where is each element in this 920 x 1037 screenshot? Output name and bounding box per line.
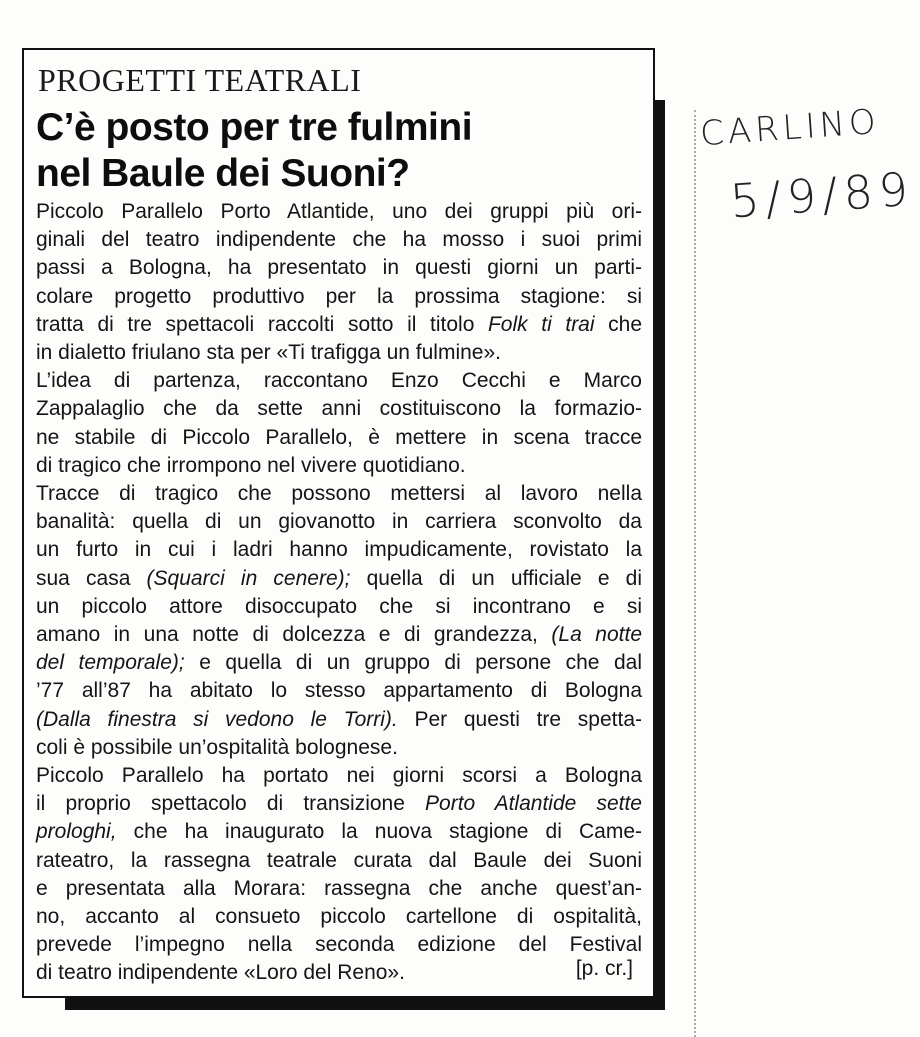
text-line [36,931,642,959]
handwritten-date: 5/9/89 [728,161,916,229]
headline-line: nel Baule dei Suoni? [36,152,410,195]
article-body [36,198,642,988]
text-segment: di tragico che irrompono nel vivere quotidiano. [36,453,466,477]
text-line [36,677,642,705]
handwritten-source: CARLINO [698,101,881,155]
text-line [36,959,642,987]
text-segment: rateatro, la rassegna teatrale curata dal Baule dei Suoni [36,848,642,872]
text-segment: prevede l’impegno nella seconda edizione del Festival [36,933,642,957]
text-segment: L’idea di partenza, raccontano Enzo Cecchi e Marco [36,369,642,393]
text-line [36,565,642,593]
article-box [22,48,655,998]
text-segment: in dialetto friulano sta per «Ti trafigga un fulmine». [36,341,501,365]
italic-title: (Squarci in cenere); [146,566,351,590]
text-line [36,367,642,395]
italic-title: Folk ti trai [487,312,595,336]
text-line [36,452,642,480]
author-signature: [p. cr.] [575,957,633,980]
text-line [36,734,642,762]
text-segment: Per questi tre spetta- [397,707,642,731]
text-line [36,706,642,734]
text-segment: quella di un ufficiale e di [350,566,643,590]
text-line [36,508,642,536]
text-segment: Tracce di tragico che possono mettersi al lavoro nella [36,482,642,506]
text-segment: coli è possibile un’ospitalità bolognese. [36,735,398,759]
text-line [36,395,642,423]
text-segment: Zappalaglio che da sette anni costituiscono la formazio- [36,397,642,421]
text-line [36,847,642,875]
headline-line: C’è posto per tre fulmini [36,106,473,149]
text-line [36,226,642,254]
text-segment: Piccolo Parallelo ha portato nei giorni scorsi a Bologna [36,764,642,788]
text-line [36,621,642,649]
text-line [36,536,642,564]
text-line [36,593,642,621]
text-segment: ginali del teatro indipendente che ha mosso i suoi primi [36,228,642,252]
text-line [36,311,642,339]
text-line [36,480,642,508]
text-segment: che ha inaugurato la nuova stagione di Came- [116,820,642,844]
text-line [36,790,642,818]
text-segment: ’77 all’87 ha abitato lo stesso appartamento di Bologna [36,679,642,703]
text-line [36,339,642,367]
text-segment: banalità: quella di un giovanotto in carriera sconvolto da [36,510,642,534]
article-headline [36,105,472,197]
text-line [36,283,642,311]
italic-title: (La notte [551,623,642,647]
article-kicker: PROGETTI TEATRALI [38,62,362,98]
text-segment: passi a Bologna, ha presentato in questi giorni un parti- [36,256,642,280]
text-segment: di teatro indipendente «Loro del Reno». [36,961,405,985]
text-segment: un furto in cui i ladri hanno impudicamente, rovistato la [36,538,642,562]
text-line [36,424,642,452]
text-segment: e quella di un gruppo di persone che dal [184,651,642,675]
text-segment: ne stabile di Piccolo Parallelo, è mettere in scena tracce [36,425,642,449]
text-line [36,198,642,226]
text-line [36,762,642,790]
text-segment: tratta di tre spettacoli raccolti sotto il titolo [36,312,488,336]
text-segment: no, accanto al consueto piccolo cartellone di ospitalità, [36,905,642,929]
text-segment: che [594,312,643,336]
text-segment: colare progetto produttivo per la prossima stagione: si [36,284,642,308]
page-edge [694,110,696,1037]
italic-title: (Dalla finestra si vedono le Torri). [36,707,398,731]
text-line [36,649,642,677]
text-segment: il proprio spettacolo di transizione [36,792,426,816]
text-segment: sua casa [36,566,147,590]
italic-title: Porto Atlantide sette [425,792,642,816]
text-segment: e presentata alla Morara: rassegna che anche quest’an- [36,876,642,900]
text-segment: Piccolo Parallelo Porto Atlantide, uno dei gruppi più ori- [36,200,642,223]
text-line [36,818,642,846]
italic-title: prologhi, [36,820,117,844]
text-line [36,903,642,931]
text-segment: amano in una notte di dolcezza e di grandezza, [36,623,552,647]
text-line [36,254,642,282]
text-segment: un piccolo attore disoccupato che si incontrano e si [36,594,642,618]
italic-title: del temporale); [36,651,185,675]
text-line [36,875,642,903]
